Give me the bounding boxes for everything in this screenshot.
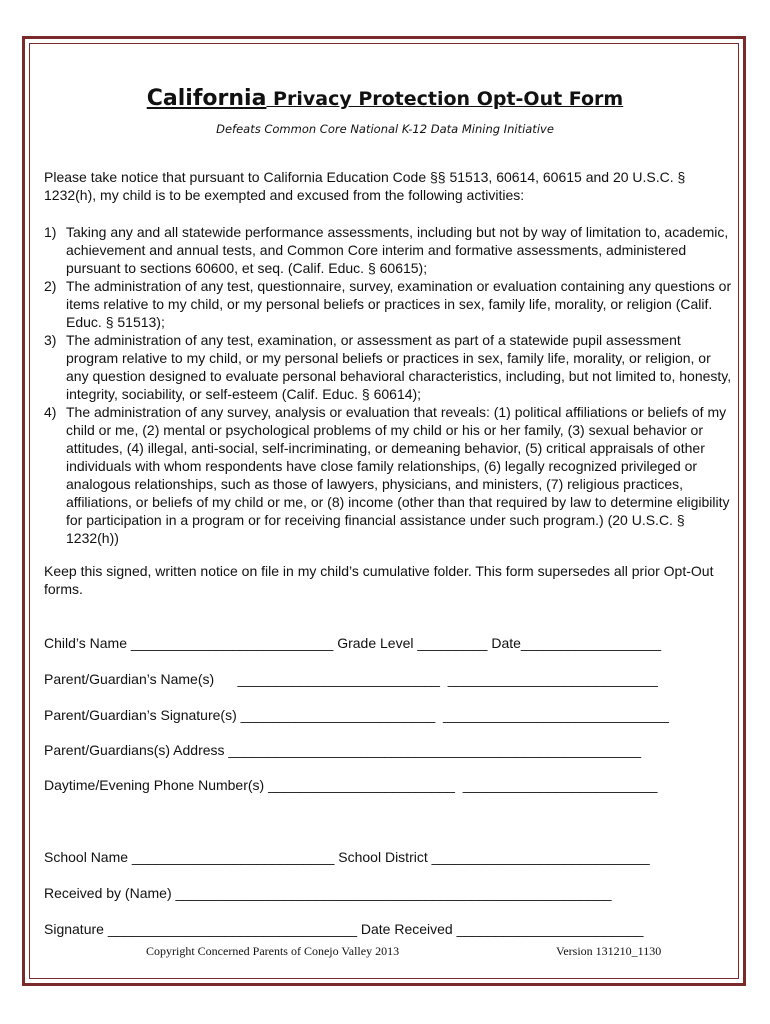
keep-notice: Keep this signed, written notice on file in my child’s cumulative folder. This form supersedes all prior Opt-Out forms. bbox=[44, 563, 714, 597]
address-field[interactable]: Parent/Guardians(s) Address _____________________________________________________ bbox=[44, 742, 642, 758]
list-item-text: The administration of any survey, analysis or evaluation that reveals: (1) political affiliations or beliefs of my child or me, (2) mental or psychological problems of my child or his or her family, (3) sexual behavior or attitudes, (4) illegal, anti-social, self-incriminating, or demeaning behavior, (5) critical appraisals of other individuals with whom respondents have close family relationships, (6) legally recognized privileged or analogous relationships, such as those of lawyers, physicians, and ministers, (7) religious practices, affiliations, or beliefs of my child or me, or (8) income (other than that required by law to determine eligibility for participation in a program or for receiving financial assistance under such program.) (20 U.S.C. § 1232(h)) bbox=[66, 404, 730, 546]
activities-list bbox=[44, 223, 734, 547]
list-item bbox=[44, 223, 734, 277]
form-subtitle: Defeats Common Core National K-12 Data Mining Initiative bbox=[216, 122, 554, 136]
copyright-text: Copyright Concerned Parents of Conejo Valley 2013 bbox=[146, 944, 400, 958]
intro-paragraph: Please take notice that pursuant to California Education Code §§ 51513, 60614, 60615 and 20 U.S.C. § 1232(h), my child is to be exempted and excused from the following activities: bbox=[44, 169, 686, 203]
form-title-state: California bbox=[146, 86, 267, 111]
list-item bbox=[44, 277, 734, 331]
list-item-number: 2) bbox=[44, 278, 57, 294]
school-field[interactable]: School Name __________________________ School District ____________________________ bbox=[44, 849, 650, 865]
childs-name-field[interactable]: Child’s Name __________________________ Grade Level _________ Date__________________ bbox=[44, 635, 662, 651]
guardian-names-field[interactable]: Parent/Guardian’s Name(s) __________________________ ___________________________ bbox=[44, 671, 658, 687]
list-item bbox=[44, 403, 734, 547]
guardian-signature-field[interactable]: Parent/Guardian’s Signature(s) _________________________ _____________________________ bbox=[44, 707, 669, 723]
list-item bbox=[44, 331, 734, 403]
received-by-field[interactable]: Received by (Name) ________________________________________________________ bbox=[44, 885, 612, 901]
phone-field[interactable]: Daytime/Evening Phone Number(s) ________________________ _________________________ bbox=[44, 777, 658, 793]
list-item-number: 3) bbox=[44, 332, 57, 348]
form-title-rest: Privacy Protection Opt-Out Form bbox=[266, 88, 624, 110]
signature-field[interactable]: Signature ________________________________ Date Received ________________________ bbox=[44, 921, 644, 937]
list-item-number: 1) bbox=[44, 224, 57, 240]
list-item-text: The administration of any test, examination, or assessment as part of a statewide pupil assessment program relative to my child, or my personal beliefs or practices in sex, family life, morality, or religion, or any question designed to evaluate personal behavioral characteristics, including, but not limited to, honesty, integrity, sociability, or self-esteem (Calif. Educ. § 60614); bbox=[66, 332, 732, 402]
version-text: Version 131210_1130 bbox=[556, 944, 662, 958]
list-item-number: 4) bbox=[44, 404, 57, 420]
list-item-text: Taking any and all statewide performance assessments, including but not by way of limitation to, academic, achievement and annual tests, and Common Core interim and formative assessments, administered pursuant to sections 60600, et seq. (Calif. Educ. § 60615); bbox=[66, 224, 729, 276]
list-item-text: The administration of any test, questionnaire, survey, examination or evaluation containing any questions or items relative to my child, or my personal beliefs or practices in sex, family life, morality, or religion (Calif. Educ. § 51513); bbox=[66, 278, 732, 330]
form-title bbox=[0, 86, 770, 111]
